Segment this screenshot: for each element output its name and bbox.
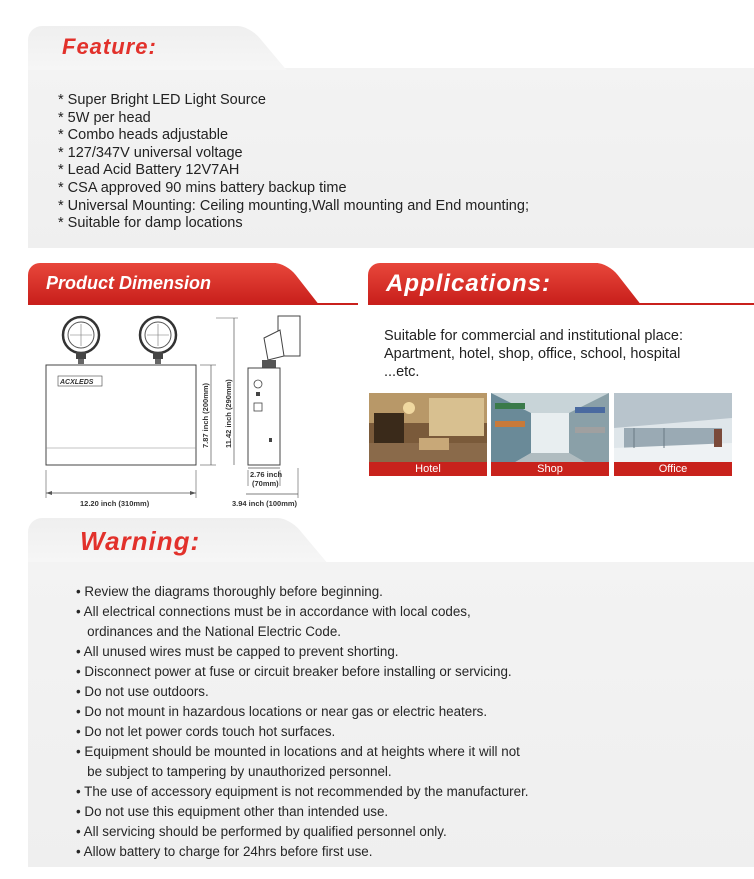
feature-item: * Super Bright LED Light Source (58, 92, 266, 108)
body-height-label: 7.87 inch (200mm) (201, 382, 210, 448)
lamp-head-right (140, 317, 176, 364)
warning-item: • Do not use outdoors. (76, 684, 209, 699)
width-label: 12.20 inch (310mm) (80, 499, 150, 508)
warning-item: • All electrical connections must be in accordance with local codes, (76, 604, 471, 619)
warning-item: • Do not use this equipment other than intended use. (76, 804, 389, 819)
feature-item: * 127/347V universal voltage (58, 144, 243, 161)
photo-caption: Office (614, 462, 732, 476)
side-depth-label-mm: (70mm) (252, 479, 279, 488)
brand-label: ACXLEDS (60, 379, 94, 386)
feature-list (58, 92, 529, 233)
dimension-underline (28, 303, 358, 305)
feature-title: Feature: (62, 34, 157, 59)
warning-item: • Disconnect power at fuse or circuit breaker before installing or servicing. (76, 664, 512, 679)
warning-item: • Review the diagrams thoroughly before beginning. (76, 584, 383, 599)
feature-item: * Lead Acid Battery 12V7AH (58, 162, 240, 179)
photo-caption: Shop (491, 462, 609, 476)
dimension-drawing (28, 308, 328, 518)
dimension-title: Product Dimension (46, 273, 212, 293)
side-view (248, 316, 300, 465)
applications-tab (368, 263, 598, 303)
total-height-label: 11.42 inch (290mm) (224, 379, 233, 448)
warning-item: ordinances and the National Electric Code. (76, 624, 341, 639)
warning-item: • Equipment should be mounted in locations and at heights where it will not (76, 744, 520, 759)
applications-text (384, 327, 744, 381)
applications-line: Apartment, hotel, shop, office, school, hospital (384, 346, 681, 362)
feature-item: * CSA approved 90 mins battery backup time (58, 179, 347, 196)
photo-caption: Hotel (369, 462, 487, 476)
warning-item: • Do not let power cords touch hot surfaces. (76, 724, 336, 739)
warning-list (76, 582, 529, 862)
dimension-tab (28, 263, 276, 303)
warning-item: • All unused wires must be capped to prevent shorting. (76, 644, 399, 659)
applications-line: ...etc. (384, 364, 420, 380)
warning-item: • The use of accessory equipment is not recommended by the manufacturer. (76, 784, 529, 799)
warning-item: • Allow battery to charge for 24hrs before first use. (76, 844, 373, 859)
feature-item: * Universal Mounting: Ceiling mounting,Wall mounting and End mounting; (58, 197, 529, 214)
side-total-label: 3.94 inch (100mm) (232, 499, 298, 508)
applications-title: Applications: (386, 270, 552, 297)
photo-hotel (369, 393, 487, 476)
feature-item: * Suitable for damp locations (58, 215, 243, 232)
photo-shop (491, 393, 609, 476)
side-depth-label: 2.76 inch (250, 470, 283, 479)
photo-office (614, 393, 732, 476)
feature-item: * Combo heads adjustable (58, 127, 229, 144)
warning-item: • Do not mount in hazardous locations or near gas or electric heaters. (76, 704, 488, 719)
warning-item: be subject to tampering by unauthorized personnel. (76, 764, 392, 779)
warning-item: • All servicing should be performed by qualified personnel only. (76, 824, 447, 839)
feature-item: * 5W per head (58, 109, 151, 126)
warning-title: Warning: (80, 526, 201, 556)
applications-line: Suitable for commercial and institutional place: (384, 328, 684, 344)
lamp-head-left (63, 317, 99, 364)
